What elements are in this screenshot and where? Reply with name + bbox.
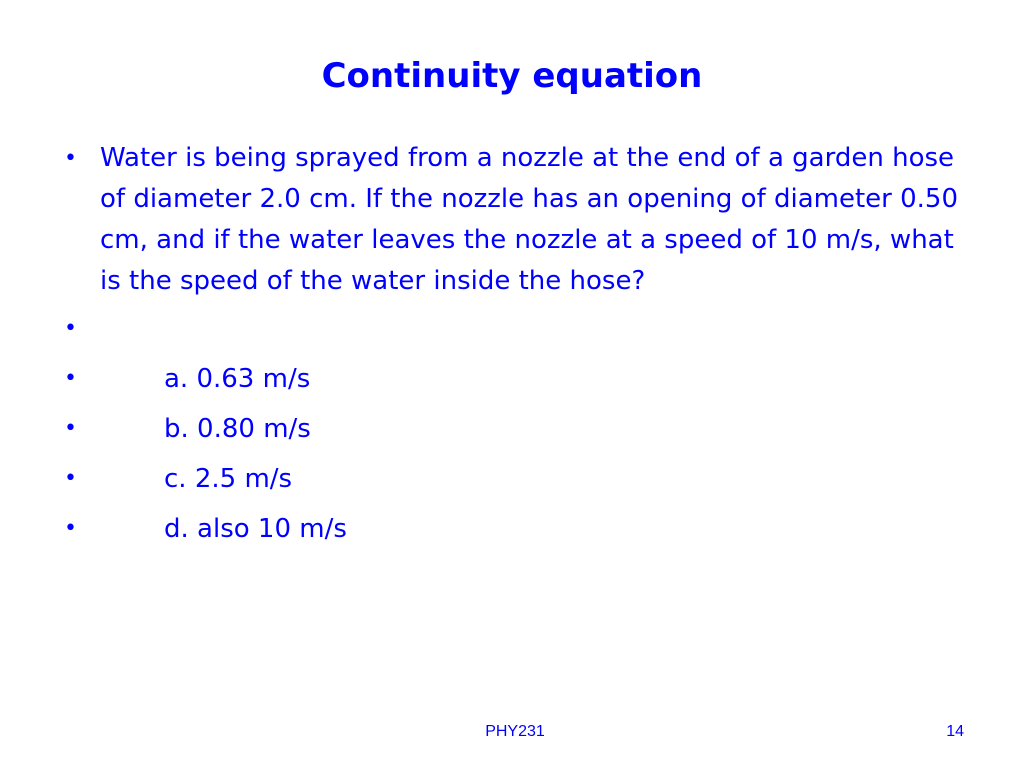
question-bullet bbox=[0, 138, 1024, 302]
bullet-icon: • bbox=[64, 516, 77, 541]
choice-d bbox=[0, 508, 1024, 550]
choice-b bbox=[0, 408, 1024, 450]
empty-bullet bbox=[0, 308, 1024, 350]
question-text: Water is being sprayed from a nozzle at the end of a garden hose of diameter 2.0 cm. If the nozzle has an opening of diameter 0.50 cm, and if the water leaves the nozzle at a speed of 10 m/s, what is the speed of the water inside the hose? bbox=[100, 143, 958, 296]
choice-a bbox=[0, 358, 1024, 400]
page-number: 14 bbox=[946, 723, 964, 740]
choice-c-text: c. 2.5 m/s bbox=[164, 464, 293, 494]
choice-a-text: a. 0.63 m/s bbox=[164, 364, 311, 394]
bullet-list bbox=[0, 138, 1024, 558]
footer-course: PHY231 bbox=[485, 723, 545, 740]
choice-c bbox=[0, 458, 1024, 500]
choice-d-text: d. also 10 m/s bbox=[164, 514, 347, 544]
bullet-icon: • bbox=[64, 466, 77, 491]
choice-b-text: b. 0.80 m/s bbox=[164, 414, 311, 444]
bullet-icon: • bbox=[64, 366, 77, 391]
bullet-icon: • bbox=[64, 316, 77, 341]
slide-title: Continuity equation bbox=[321, 56, 703, 96]
bullet-icon: • bbox=[64, 146, 77, 171]
bullet-icon: • bbox=[64, 416, 77, 441]
